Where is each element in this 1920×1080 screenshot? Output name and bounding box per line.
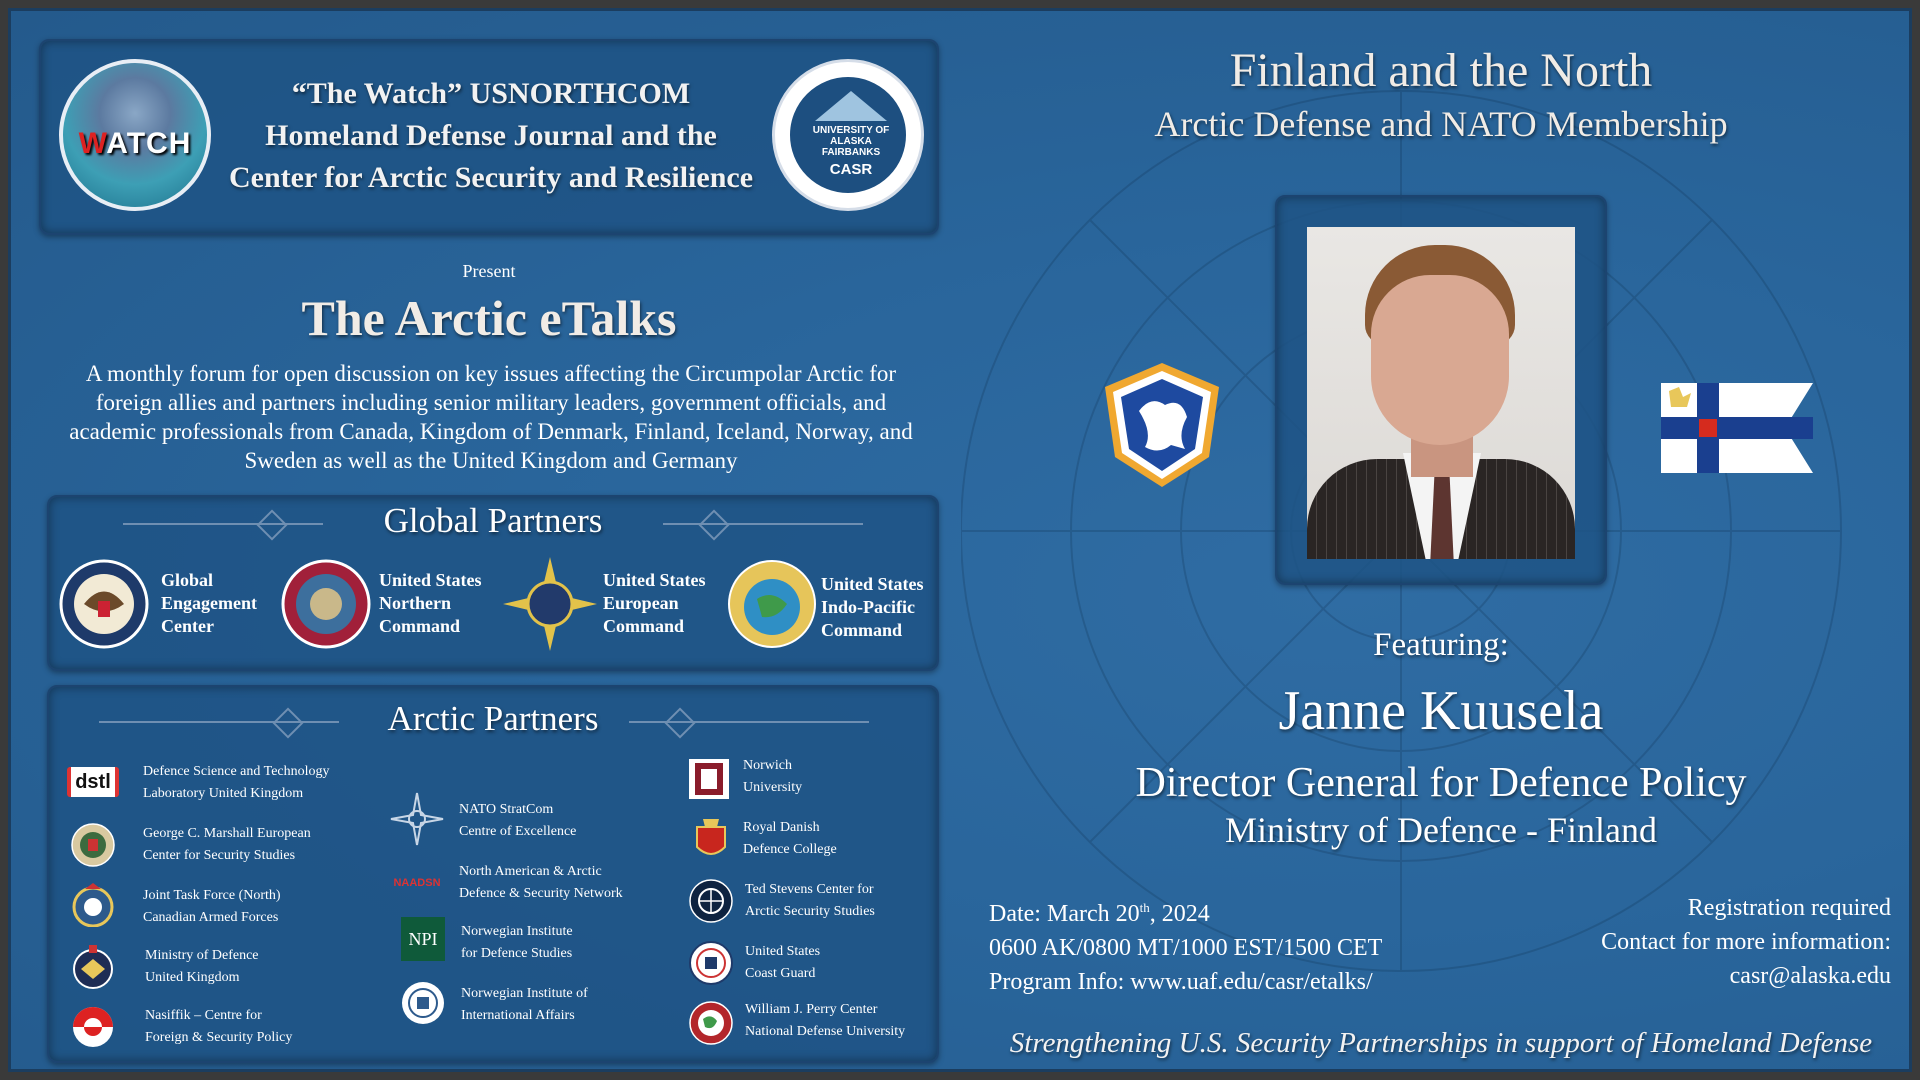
partner-eucom: United States European Command xyxy=(603,570,706,636)
tagline: Strengthening U.S. Security Partnerships in support of Homeland Defense xyxy=(1009,1027,1873,1059)
uk-mod-logo-icon xyxy=(71,945,115,989)
header-line-3: Center for Arctic Security and Resilience xyxy=(228,161,754,194)
header-line-1: “The Watch” USNORTHCOM xyxy=(291,77,691,110)
partner-perry-center: William J. Perry Center National Defense University xyxy=(745,1002,906,1039)
partner-nids: Norwegian Institute for Defence Studies xyxy=(461,924,573,961)
royal-danish-defence-college-logo-icon xyxy=(689,817,733,861)
partner-royal-danish-defence-college: Royal Danish Defence College xyxy=(743,820,837,857)
perry-center-logo-icon xyxy=(689,1001,733,1045)
program-info-link[interactable]: Program Info: www.uaf.edu/casr/etalks/ xyxy=(989,969,1373,995)
partner-us-coast-guard: United States Coast Guard xyxy=(745,944,821,981)
partner-indopacom: United States Indo-Pacific Command xyxy=(821,574,924,640)
event-date: Date: March 20th, 2024 xyxy=(989,900,1210,927)
partner-jtf-north: Joint Task Force (North) Canadian Armed Forces xyxy=(143,888,281,925)
global-partners-title: Global Partners xyxy=(383,501,603,540)
registration-note: Registration required xyxy=(1687,895,1891,921)
nato-stratcom-logo-icon xyxy=(389,791,445,847)
partner-northcom: United States Northern Command xyxy=(379,570,482,636)
state-department-seal-icon xyxy=(59,559,149,649)
eucom-seal-icon xyxy=(501,555,599,653)
arctic-partners-panel xyxy=(47,685,939,1063)
speaker-photo xyxy=(1307,227,1575,559)
header-line-2: Homeland Defense Journal and the xyxy=(265,119,717,152)
global-partners-panel xyxy=(47,495,939,671)
event-times: 0600 AK/0800 MT/1000 EST/1500 CET xyxy=(989,935,1383,961)
casr-logo-text: CASR xyxy=(829,161,873,178)
event-details xyxy=(989,891,1509,999)
partner-dstl: Defence Science and Technology Laboratory United Kingdom xyxy=(143,764,330,801)
header-panel xyxy=(39,39,939,235)
dstl-logo: dstl xyxy=(67,767,119,797)
partner-marshall-center: George C. Marshall European Center for Security Studies xyxy=(143,826,311,863)
ted-stevens-center-logo-icon xyxy=(689,879,733,923)
nasiffik-logo-icon xyxy=(71,1005,115,1049)
finnish-defence-forces-crest-icon xyxy=(1101,361,1223,489)
naadsn-logo: NAADSN xyxy=(393,877,441,889)
jtf-north-logo-icon xyxy=(71,883,115,927)
finnish-navy-flag-icon xyxy=(1661,383,1813,473)
partner-norwich: Norwich University xyxy=(743,758,803,795)
speaker-name: Janne Kuusela xyxy=(1278,680,1604,742)
series-title: The Arctic eTalks xyxy=(301,290,677,346)
partner-nupi: Norwegian Institute of International Affairs xyxy=(461,986,588,1023)
header-title xyxy=(216,73,766,199)
speaker-photo-frame xyxy=(1275,195,1607,585)
casr-logo: UNIVERSITY OF ALASKA FAIRBANKS CASR xyxy=(772,59,924,211)
partner-nasiffik: Nasiffik – Centre for Foreign & Security Policy xyxy=(145,1008,293,1045)
northcom-seal-icon xyxy=(281,559,371,649)
poster xyxy=(8,8,1912,1072)
partner-uk-mod: Ministry of Defence United Kingdom xyxy=(145,948,259,985)
arctic-partners-title: Arctic Partners xyxy=(387,699,599,738)
speaker-role: Director General for Defence Policy xyxy=(1135,760,1747,806)
indopacom-seal-icon xyxy=(727,559,817,649)
featuring-label: Featuring: xyxy=(1373,627,1509,663)
nupi-logo-icon xyxy=(401,981,445,1025)
us-coast-guard-logo-icon xyxy=(689,941,733,985)
marshall-center-logo-icon xyxy=(71,823,115,867)
present-label: Present xyxy=(462,261,516,281)
nids-logo: NPI xyxy=(401,917,445,961)
event-subtitle: Arctic Defense and NATO Membership xyxy=(1154,104,1728,144)
event-title: Finland and the North xyxy=(1229,44,1653,97)
partner-naadsn: North American & Arctic Defence & Security Network xyxy=(459,864,623,901)
partner-global-engagement-center: Global Engagement Center xyxy=(161,570,257,636)
partner-ted-stevens-center: Ted Stevens Center for Arctic Security Studies xyxy=(745,882,875,919)
norwich-university-logo-icon xyxy=(687,757,731,801)
speaker-ministry: Ministry of Defence - Finland xyxy=(1225,810,1657,850)
registration-details xyxy=(1491,891,1891,993)
partner-nato-stratcom: NATO StratCom Centre of Excellence xyxy=(459,802,577,839)
contact-label: Contact for more information: xyxy=(1601,929,1891,955)
contact-email-link[interactable]: casr@alaska.edu xyxy=(1729,963,1891,989)
the-watch-logo xyxy=(59,59,211,211)
watch-logo-text: WATCH xyxy=(78,127,192,160)
series-description: A monthly forum for open discussion on key issues affecting the Circumpolar Arctic for foreign allies and partners including senior military leaders, government officials, and academic professionals from Canada, Kingdom of Denmark, Finland, Iceland, Norway, and Sweden as well as the United Kingdom and Germany xyxy=(69,361,913,473)
